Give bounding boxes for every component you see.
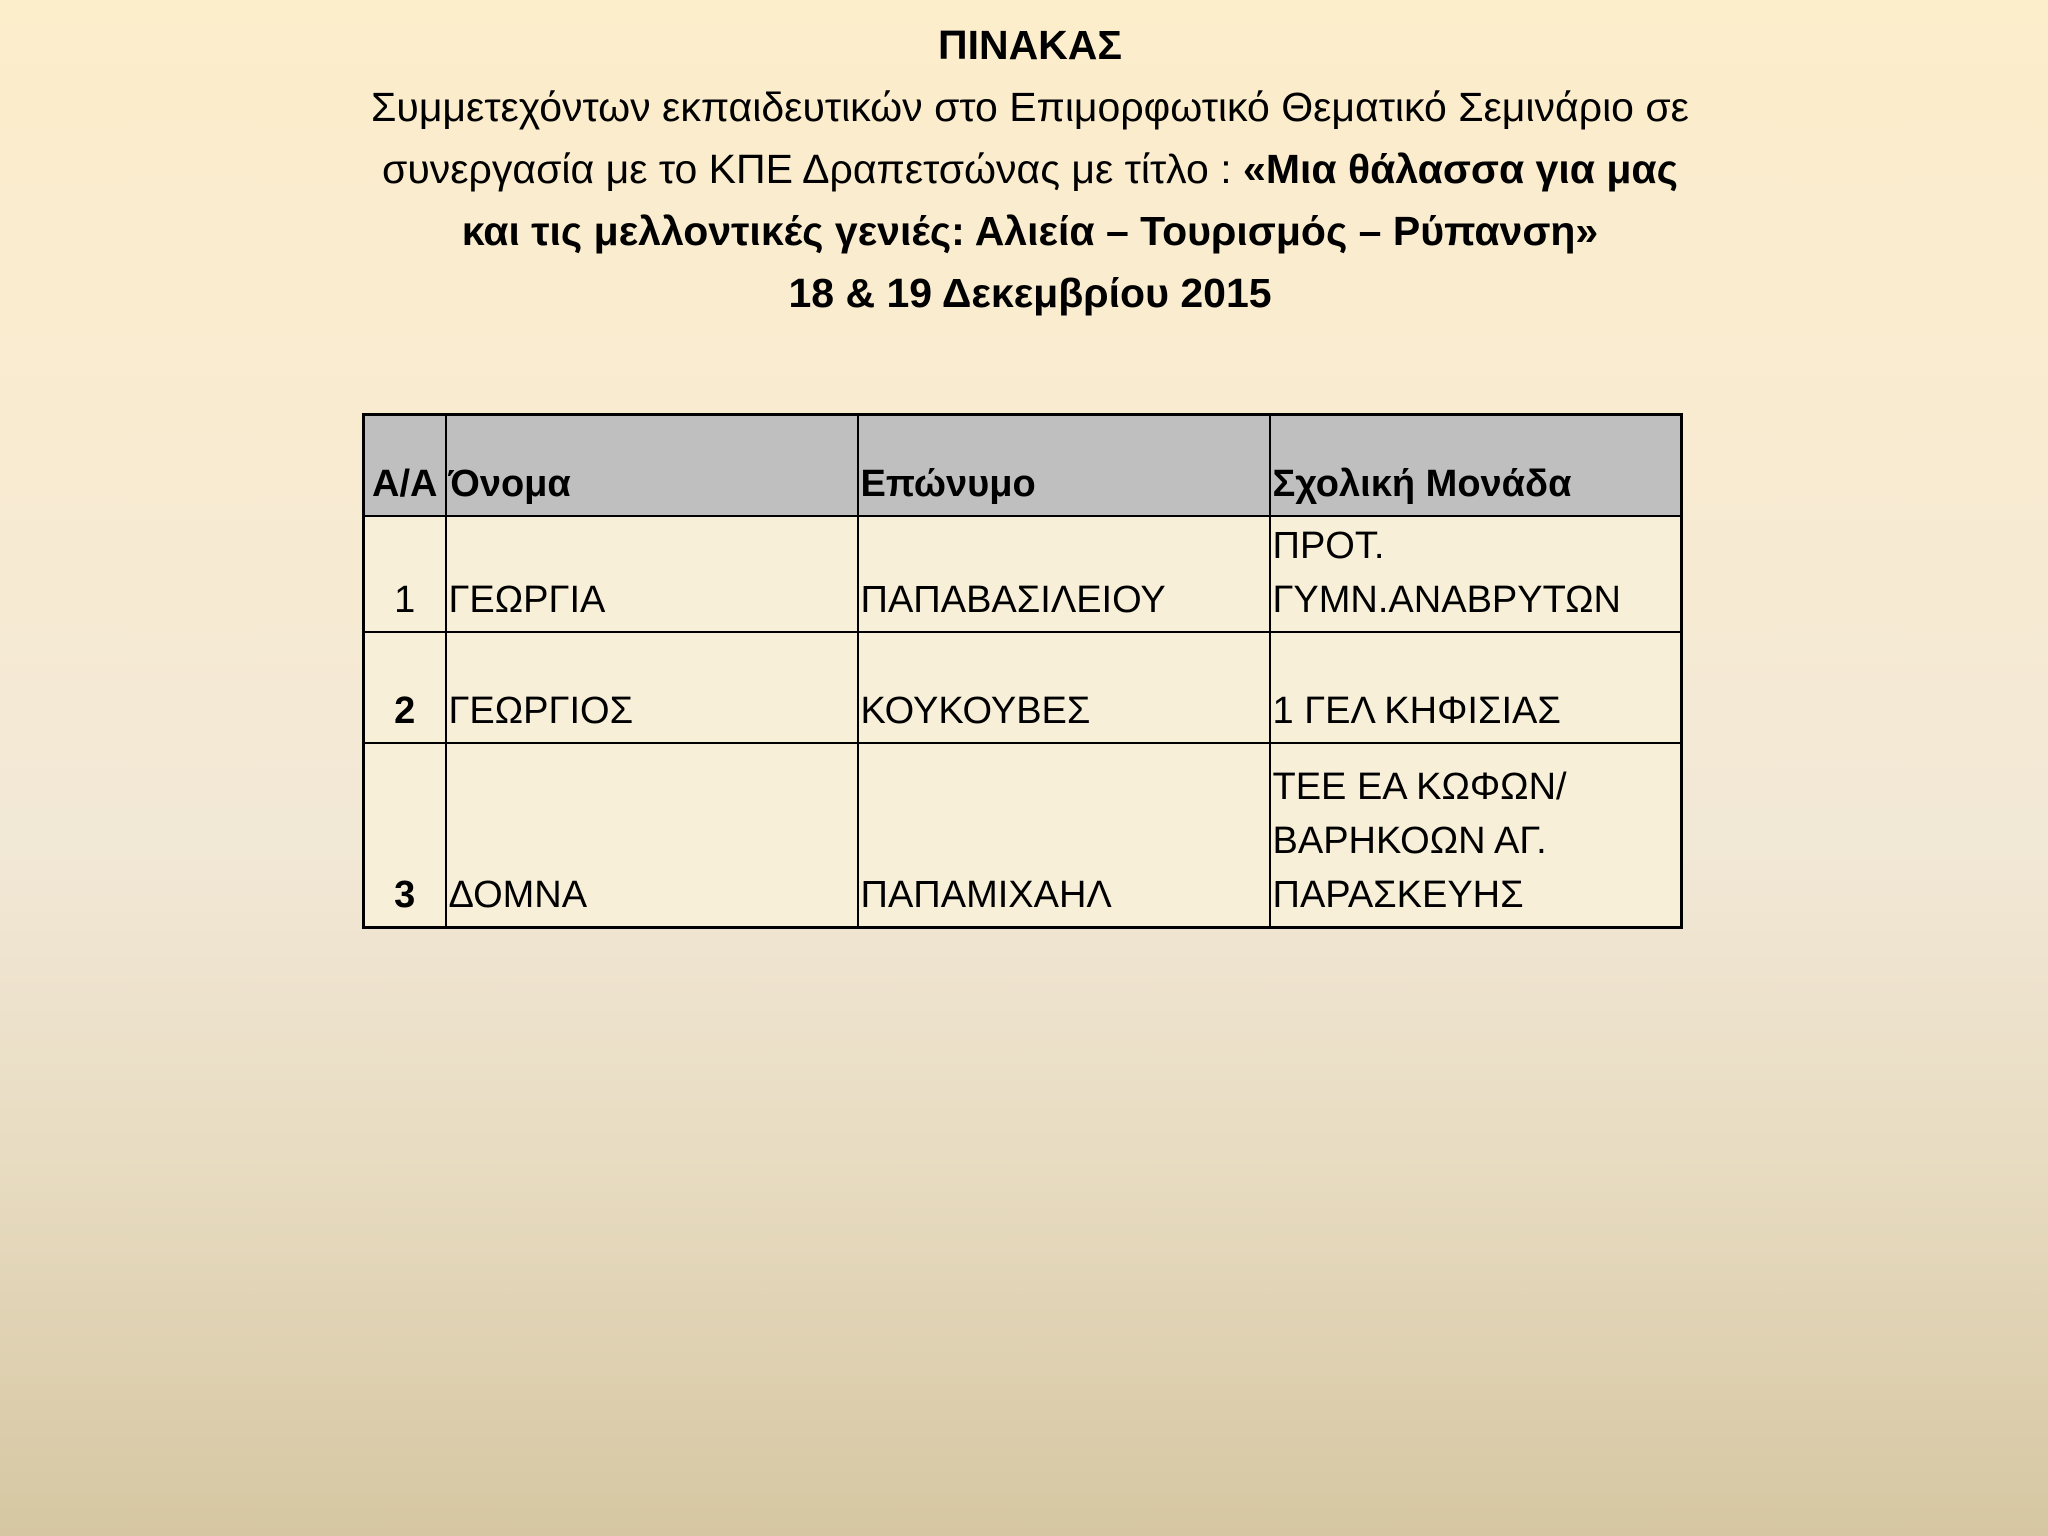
table-header-row [364, 415, 1682, 516]
table-row [364, 743, 1682, 928]
column-header-surname: Επώνυμο [858, 415, 1270, 516]
cell-aa: 3 [364, 743, 446, 928]
cell-name: ΓΕΩΡΓΙΟΣ [446, 632, 858, 743]
cell-surname: ΠΑΠΑΒΑΣΙΛΕΙΟΥ [858, 516, 1270, 632]
cell-name: ΔΟΜΝΑ [446, 743, 858, 928]
cell-surname: ΠΑΠΑΜΙΧΑΗΛ [858, 743, 1270, 928]
column-header-school: Σχολική Μονάδα [1270, 415, 1682, 516]
school-line: ΒΑΡΗΚΟΩΝ ΑΓ. [1272, 819, 1547, 862]
column-header-name: Όνομα [446, 415, 858, 516]
school-line: ΓΥΜΝ.ΑΝΑΒΡΥΤΩΝ [1272, 578, 1621, 621]
cell-school [1270, 632, 1682, 743]
table-row [364, 632, 1682, 743]
school-line: ΠΡΟΤ. [1272, 524, 1385, 567]
seminar-title-part-2: και τις μελλοντικές γενιές: Αλιεία – Τουρισμός – Ρύπανση» [461, 208, 1599, 254]
cell-school [1270, 743, 1682, 928]
slide-title [180, 14, 1880, 324]
seminar-date: 18 & 19 Δεκεμβρίου 2015 [788, 270, 1272, 316]
subtitle-line-1: Συμμετεχόντων εκπαιδευτικών στο Επιμορφωτικό Θεματικό Σεμινάριο σε [371, 84, 1689, 130]
school-line: ΤΕΕ ΕΑ ΚΩΦΩΝ/ [1272, 765, 1567, 808]
cell-aa: 1 [364, 516, 446, 632]
page-title: ΠΙΝΑΚΑΣ [937, 22, 1123, 68]
subtitle-line-2-regular: συνεργασία με το ΚΠΕ Δραπετσώνας με τίτλο : [382, 146, 1244, 192]
table-row [364, 516, 1682, 632]
cell-name: ΓΕΩΡΓΙΑ [446, 516, 858, 632]
school-line: ΠΑΡΑΣΚΕΥΗΣ [1272, 873, 1524, 916]
cell-school [1270, 516, 1682, 632]
subtitle-line-2 [180, 138, 1880, 200]
cell-surname: ΚΟΥΚΟΥΒΕΣ [858, 632, 1270, 743]
column-header-aa: Α/Α [364, 415, 446, 516]
cell-aa: 2 [364, 632, 446, 743]
school-line: 1 ΓΕΛ ΚΗΦΙΣΙΑΣ [1272, 689, 1561, 732]
seminar-title-part-1: «Μια θάλασσα για μας [1243, 146, 1678, 192]
participants-table [362, 413, 1683, 929]
